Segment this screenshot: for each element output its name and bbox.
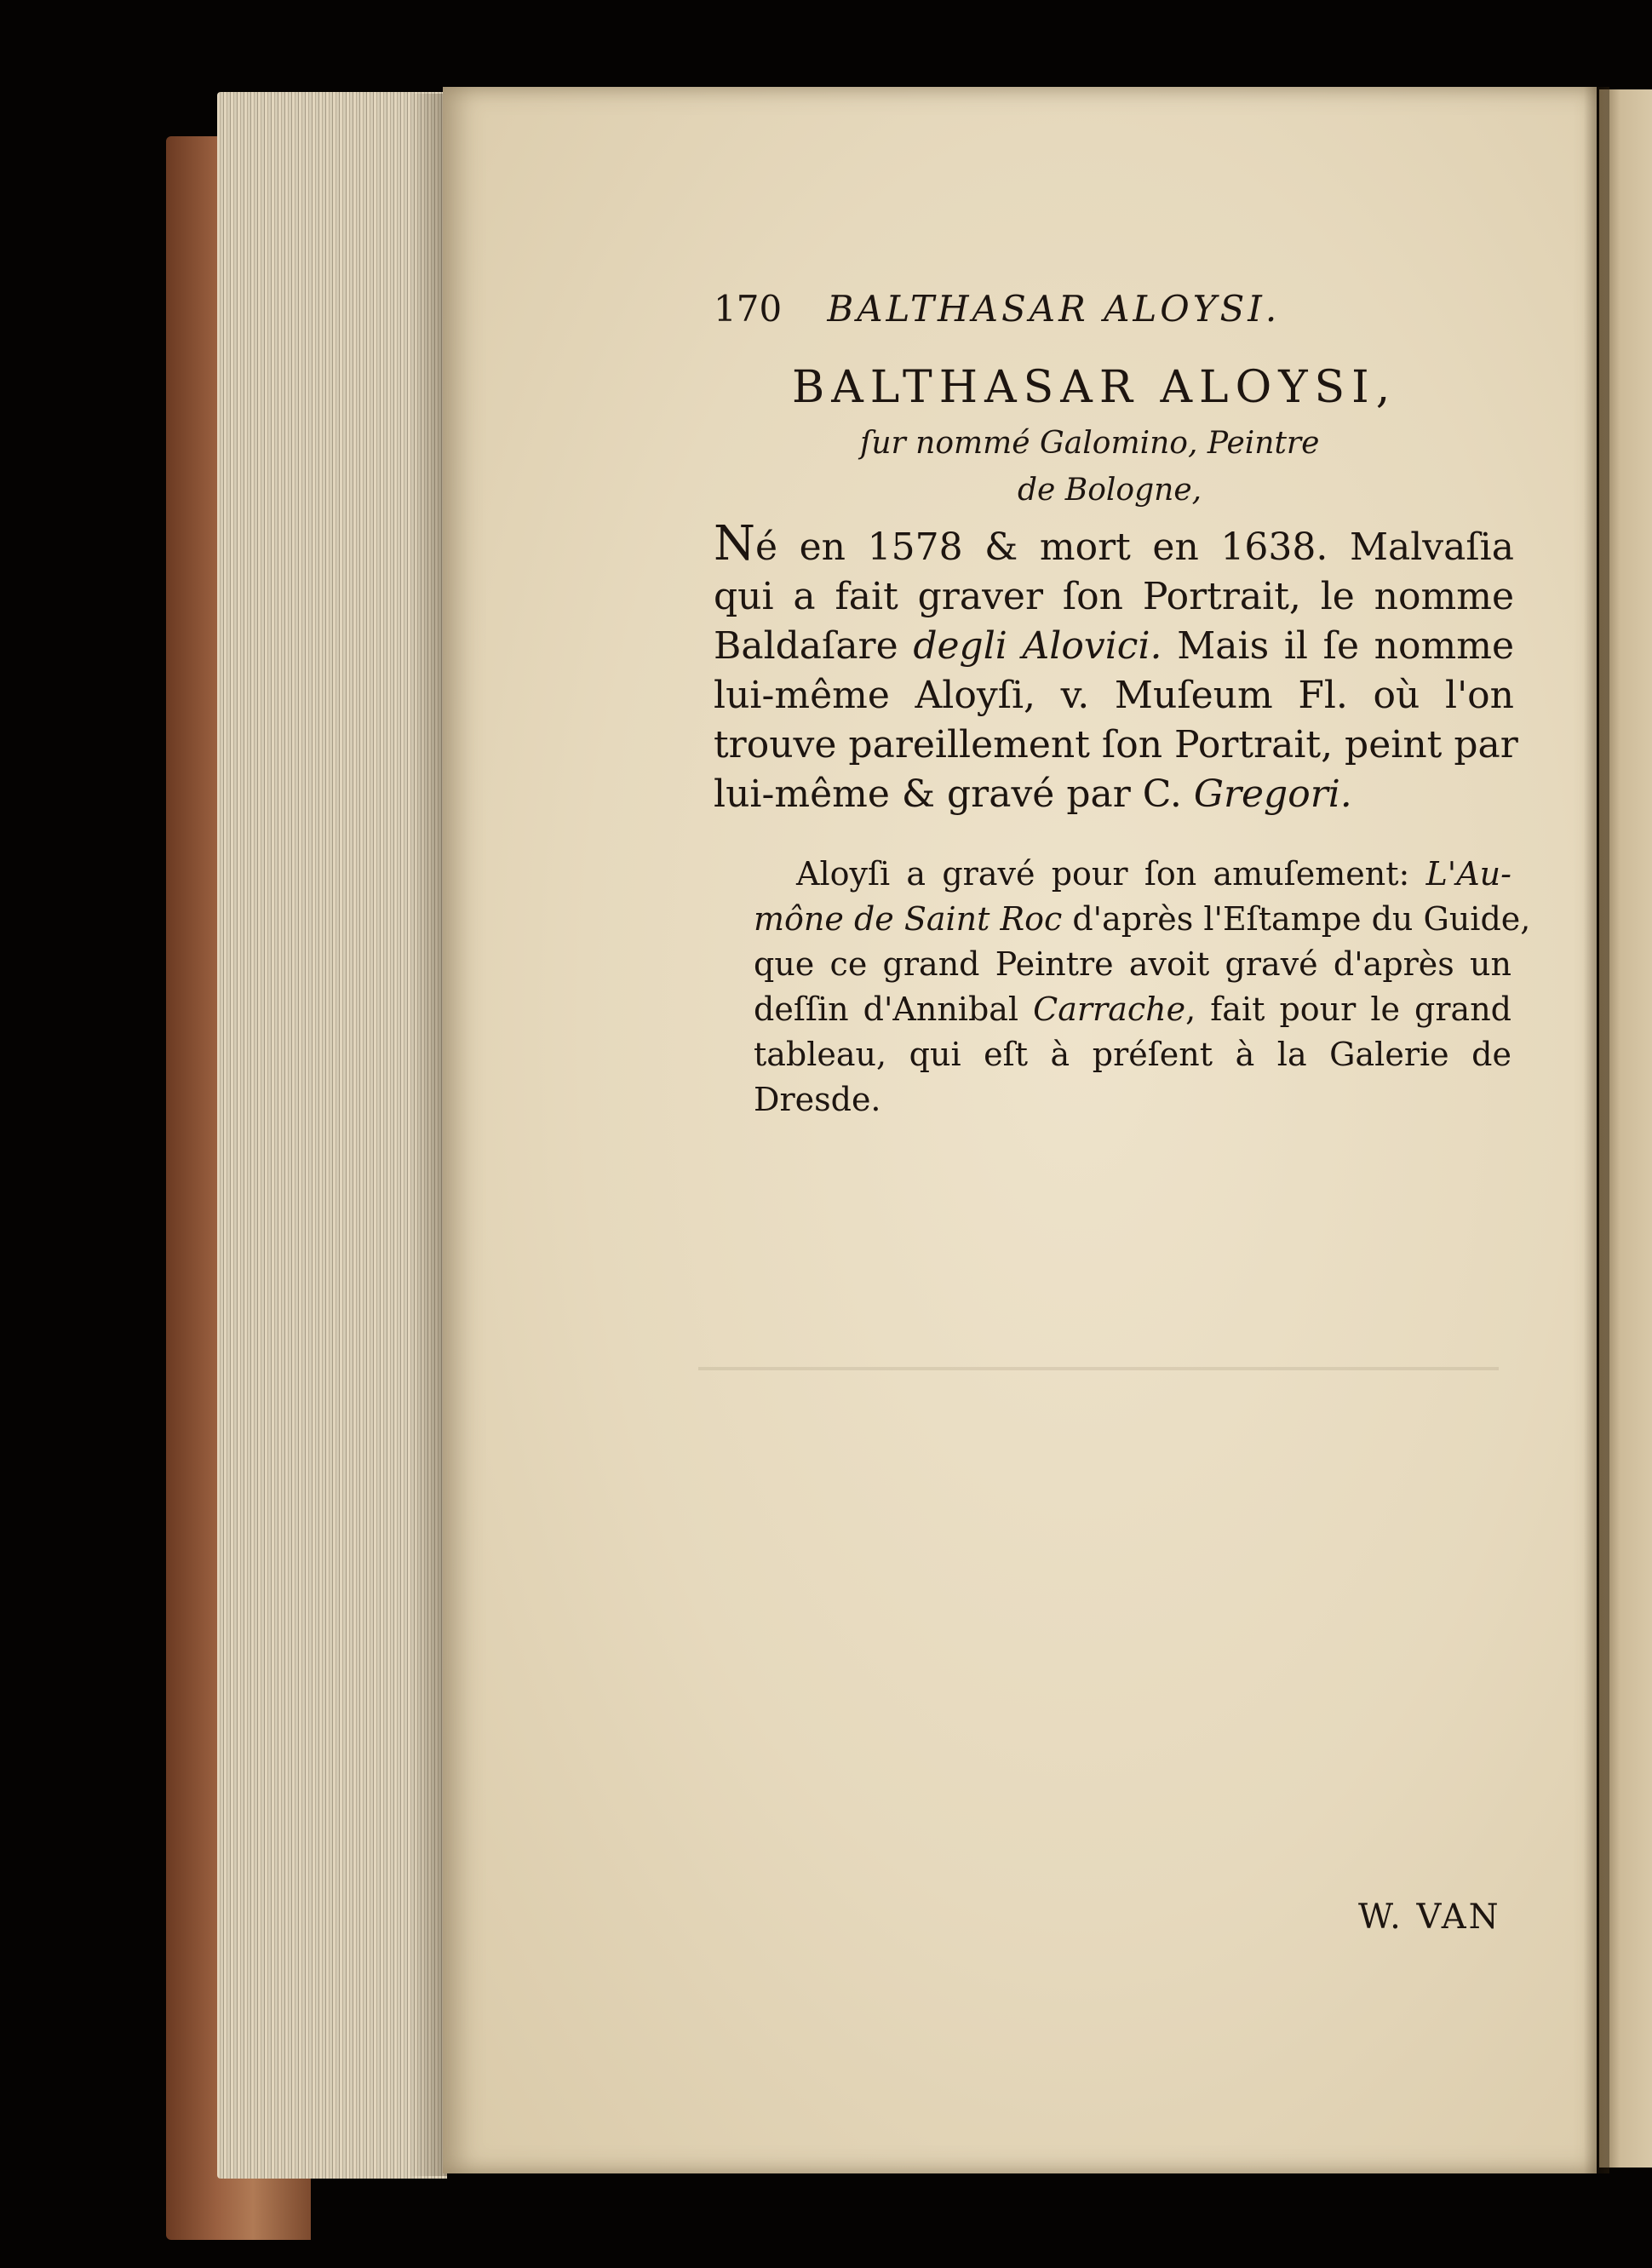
- italic-name: Gregori.: [1193, 772, 1352, 816]
- paragraph-line: qui a fait graver ſon Portrait, le nomme: [714, 575, 1514, 618]
- page-edges-shadow: [409, 94, 447, 2176]
- note-line: [754, 852, 1511, 897]
- italic-name: degli Alovici.: [913, 624, 1162, 668]
- note-line: que ce grand Peintre avoit gravé d'après un: [754, 945, 1511, 983]
- note-line: [754, 897, 1531, 942]
- entry-title: BALTHASAR ALOYSI,: [792, 362, 1397, 413]
- entry-subtitle-line2: de Bologne,: [1018, 473, 1202, 508]
- gutter-shadow: [1584, 87, 1609, 2173]
- line-text: Baldaſare: [714, 624, 914, 668]
- biography-paragraph: [714, 516, 1518, 819]
- show-through-rule: [698, 1367, 1499, 1370]
- note-line: [754, 987, 1511, 1032]
- italic-title: mône de Saint Roc: [754, 900, 1063, 938]
- note-line: Dresde.: [754, 1081, 881, 1118]
- line-text: Mais il ſe nomme: [1162, 624, 1514, 668]
- paragraph-line: [714, 770, 1514, 819]
- engraving-note: [754, 852, 1531, 1123]
- italic-name: Carrache: [1033, 990, 1186, 1028]
- line-text: lui-même & gravé par C.: [714, 772, 1194, 816]
- line-text: d'après l'Eſtampe du Guide,: [1062, 900, 1531, 938]
- line-text: Aloyſi a gravé pour ſon amuſement:: [796, 855, 1426, 893]
- note-line: tableau, qui eſt à préſent à la Galerie de: [754, 1036, 1511, 1073]
- line-text: deſſin d'Annibal: [754, 990, 1034, 1028]
- drop-cap: N: [714, 516, 755, 571]
- italic-title: L'Au-: [1425, 855, 1511, 893]
- paragraph-line: [714, 622, 1514, 671]
- paragraph-line: [714, 516, 1514, 572]
- line-text: , fait pour le grand: [1185, 990, 1511, 1028]
- line-text: é en 1578 & mort en 1638. Malvaſia: [755, 525, 1514, 569]
- running-head-title: BALTHASAR ALOYSI.: [827, 288, 1281, 330]
- paragraph-line: trouve pareillement ſon Portrait, peint par: [714, 723, 1518, 767]
- entry-subtitle-line1: ſur nommé Galomino, Peintre: [860, 426, 1320, 461]
- running-head: [714, 288, 1480, 330]
- page-number: 170: [714, 288, 783, 330]
- catchword: W. VAN: [1358, 1898, 1501, 1937]
- paragraph-line: lui-même Aloyſi, v. Muſeum Fl. où l'on: [714, 674, 1514, 717]
